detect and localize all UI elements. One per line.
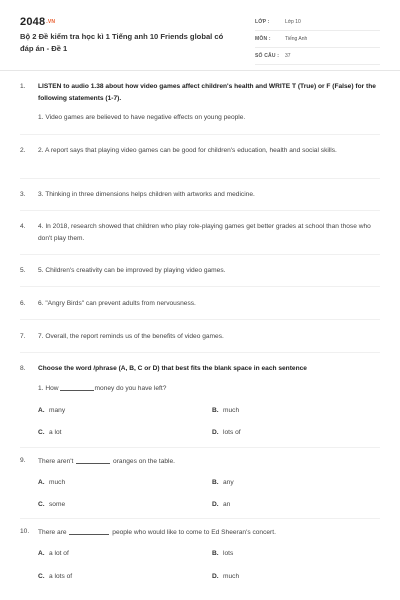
divider: [20, 447, 380, 448]
option-letter: B.: [212, 407, 219, 414]
option-text: a lot of: [49, 550, 69, 557]
option-text: a lot: [49, 429, 62, 436]
option-text: much: [49, 479, 66, 486]
question-number: 2.: [20, 147, 26, 154]
sentence-end: oranges on the table.: [113, 458, 176, 465]
question-text: 2. A report says that playing video games can be good for children's education, health and social skills.: [38, 147, 337, 154]
question-text: 6. "Angry Birds" can prevent adults from nervousness.: [38, 300, 196, 307]
divider: [20, 352, 380, 353]
option-a[interactable]: [38, 548, 69, 560]
option-a[interactable]: [38, 405, 65, 417]
document-title: Bộ 2 Đề kiểm tra học kì 1 Tiếng anh 10 Friends global có đáp án - Đề 1: [20, 32, 224, 53]
question-number: 1.: [20, 83, 26, 90]
question-text: LISTEN to audio 1.38 about how video games affect children's health and WRITE T (True) or F (False) for the following statements (1-7).: [38, 83, 376, 102]
option-c[interactable]: [38, 427, 61, 439]
option-text: lots: [223, 550, 234, 557]
question-number: 4.: [20, 223, 26, 230]
option-text: much: [223, 573, 240, 580]
option-text: any: [223, 479, 234, 486]
sentence-start: There aren't: [38, 458, 74, 465]
divider: [20, 518, 380, 519]
option-a[interactable]: [38, 477, 65, 489]
question-text: 4. In 2018, research showed that children who play role-playing games get better grades at school than those who don't play them.: [38, 223, 371, 242]
divider: [20, 254, 380, 255]
option-c[interactable]: [38, 571, 72, 583]
option-d[interactable]: [212, 571, 239, 583]
option-text: much: [223, 407, 240, 414]
answer-blank[interactable]: [60, 382, 94, 391]
answer-blank[interactable]: [69, 526, 109, 535]
meta-subject-label: MÔN :: [255, 36, 271, 42]
question-number: 7.: [20, 333, 26, 340]
question-number: 6.: [20, 300, 26, 307]
divider: [20, 210, 380, 211]
question-text: [38, 455, 380, 468]
meta-subject-value: Tiếng Anh: [285, 36, 308, 42]
option-letter: D.: [212, 501, 219, 508]
option-b[interactable]: [212, 548, 233, 560]
option-letter: A.: [38, 479, 45, 486]
option-c[interactable]: [38, 499, 65, 511]
divider: [20, 286, 380, 287]
option-letter: A.: [38, 550, 45, 557]
divider: [20, 178, 380, 179]
option-b[interactable]: [212, 405, 239, 417]
option-d[interactable]: [212, 499, 230, 511]
option-text: a lots of: [49, 573, 73, 580]
option-letter: C.: [38, 429, 45, 436]
option-letter: D.: [212, 429, 219, 436]
sentence-start: There are: [38, 529, 67, 536]
option-d[interactable]: [212, 427, 241, 439]
meta-class-row: [255, 14, 380, 31]
divider: [20, 134, 380, 135]
option-b[interactable]: [212, 477, 234, 489]
question-text: 5. Children's creativity can be improved by playing video games.: [38, 267, 226, 274]
divider: [20, 319, 380, 320]
option-letter: B.: [212, 550, 219, 557]
question-1-statement: 1. Video games are believed to have negative effects on young people.: [38, 114, 246, 121]
meta-subject-row: [255, 31, 380, 48]
option-letter: D.: [212, 573, 219, 580]
question-text: 3. Thinking in three dimensions helps children with artworks and medicine.: [38, 191, 255, 198]
question-number: 9.: [20, 457, 26, 464]
sentence-end: money do you have left?: [94, 385, 167, 392]
option-text: many: [49, 407, 66, 414]
option-text: an: [223, 501, 231, 508]
question-number: 8.: [20, 365, 26, 372]
meta-count-row: [255, 48, 380, 65]
question-text: Choose the word /phrase (A, B, C or D) that best fits the blank space in each sentence: [38, 365, 307, 372]
meta-count-value: 37: [285, 53, 291, 59]
question-number: 3.: [20, 191, 26, 198]
meta-count-label: SỐ CÂU :: [255, 53, 280, 59]
sentence-start: 1. How: [38, 385, 59, 392]
question-number: 5.: [20, 267, 26, 274]
option-text: lots of: [223, 429, 241, 436]
option-letter: A.: [38, 407, 45, 414]
question-8-sentence: [38, 382, 166, 395]
option-letter: C.: [38, 573, 45, 580]
meta-class-label: LỚP :: [255, 19, 270, 25]
meta-class-value: Lớp 10: [285, 19, 301, 25]
question-text: [38, 526, 380, 539]
option-text: some: [49, 501, 66, 508]
page-header: [0, 0, 400, 71]
logo-tld: .VN: [46, 19, 56, 25]
answer-blank[interactable]: [76, 455, 110, 464]
option-letter: C.: [38, 501, 45, 508]
site-logo[interactable]: [20, 16, 55, 28]
sentence-end: people who would like to come to Ed Sheeran's concert.: [112, 529, 276, 536]
exam-meta: [255, 14, 380, 65]
question-text: 7. Overall, the report reminds us of the benefits of video games.: [38, 333, 224, 340]
option-letter: B.: [212, 479, 219, 486]
question-number: 10.: [20, 528, 30, 535]
logo-text: 2048: [20, 16, 46, 28]
